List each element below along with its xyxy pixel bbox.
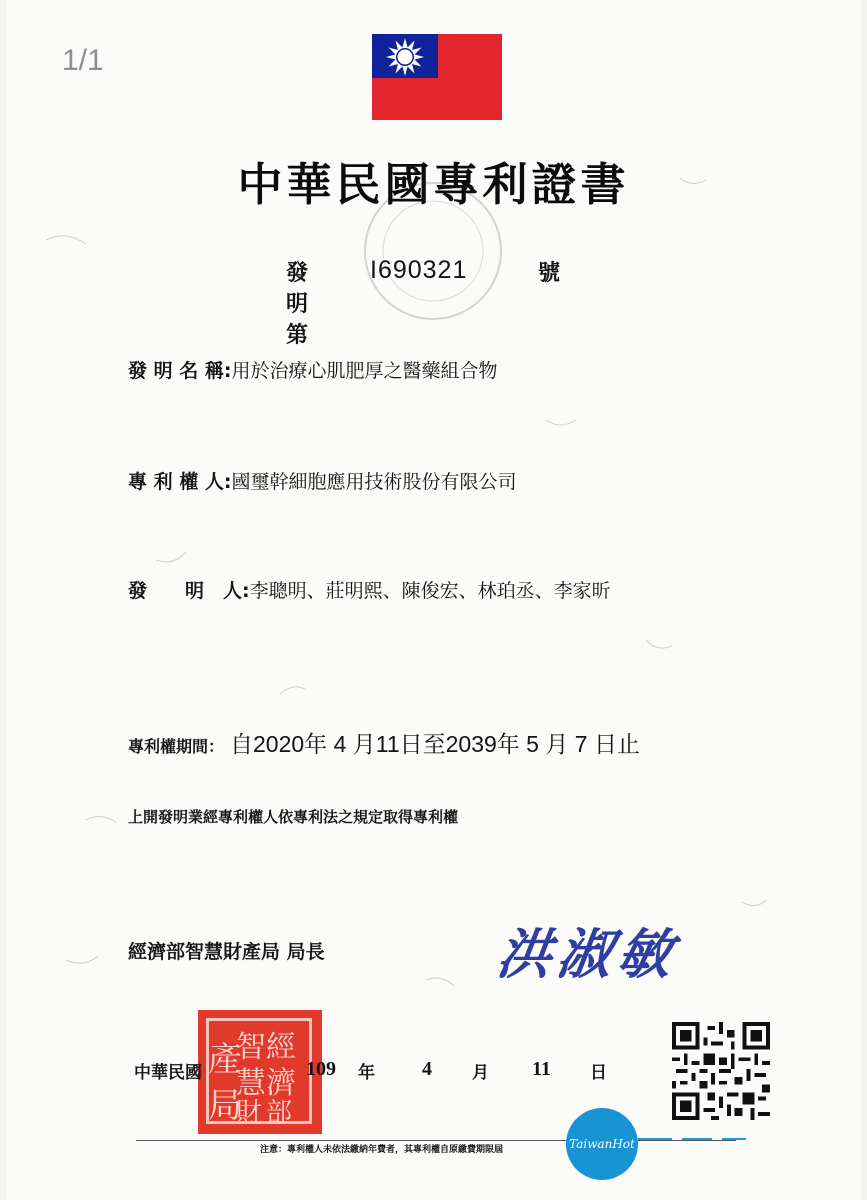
national-flag-icon	[372, 34, 502, 120]
footer-divider	[136, 1140, 736, 1141]
watermark-text: TaiwanHot	[569, 1137, 635, 1151]
payment-notice: 注意：專利權人未依法繳納年費者，其專利權自原繳費期限屆	[260, 1145, 504, 1155]
stamp-char: 智	[236, 1030, 266, 1065]
issuing-office: 經濟部智慧財產局 局長	[128, 941, 325, 963]
stamp-char: 濟	[266, 1066, 296, 1101]
qr-code-icon	[672, 1022, 770, 1120]
date-day-unit: 日	[590, 1063, 607, 1083]
taiwanhot-watermark-logo	[566, 1108, 638, 1180]
date-day: 11	[532, 1058, 551, 1080]
patentee-value: 國璽幹細胞應用技術股份有限公司	[231, 471, 517, 493]
patent-number: I690321	[370, 256, 468, 284]
patent-number-prefix: 發明第	[286, 261, 309, 348]
patentee-row	[128, 467, 516, 494]
invention-title-row	[128, 356, 497, 383]
patent-number-suffix: 號	[538, 261, 561, 286]
watermark-stroke	[682, 1138, 712, 1140]
invention-title-value: 用於治療心肌肥厚之醫藥組合物	[231, 360, 498, 382]
page-indicator: 1/1	[62, 44, 104, 77]
official-seal-stamp	[198, 1010, 322, 1134]
invention-title-label: 發 明 名 稱:	[128, 360, 232, 382]
stamp-char: 慧	[236, 1066, 266, 1101]
stamp-char: 部	[266, 1098, 293, 1128]
grant-statement: 上開發明業經專利權人依專利法之規定取得專利權	[128, 808, 459, 826]
inventors-row	[128, 576, 611, 603]
date-era: 中華民國	[134, 1063, 202, 1083]
patent-term-label: 專利權期間：	[128, 737, 225, 756]
certificate-sheet	[6, 0, 861, 1200]
patent-term-value: 自2020年 4 月11日至2039年 5 月 7 日止	[230, 731, 640, 757]
inventors-value: 李聰明、莊明熙、陳俊宏、林珀丞、李家昕	[249, 580, 611, 602]
inventors-label: 發 明 人:	[128, 580, 250, 602]
certificate-title: 中華民國專利證書	[237, 158, 630, 211]
stamp-char: 財	[236, 1098, 263, 1128]
date-year-unit: 年	[358, 1063, 375, 1083]
patent-term-row	[128, 726, 640, 759]
watermark-stroke	[638, 1138, 672, 1140]
stamp-char: 局	[208, 1086, 242, 1126]
stamp-char: 經	[266, 1030, 296, 1065]
date-year: 109	[306, 1058, 336, 1080]
director-signature: 洪淑敏	[493, 922, 683, 986]
date-month: 4	[422, 1058, 432, 1080]
stamp-char: 產	[208, 1040, 242, 1080]
patentee-label: 專 利 權 人:	[128, 471, 232, 493]
date-month-unit: 月	[472, 1063, 489, 1083]
watermark-stroke	[722, 1138, 746, 1140]
